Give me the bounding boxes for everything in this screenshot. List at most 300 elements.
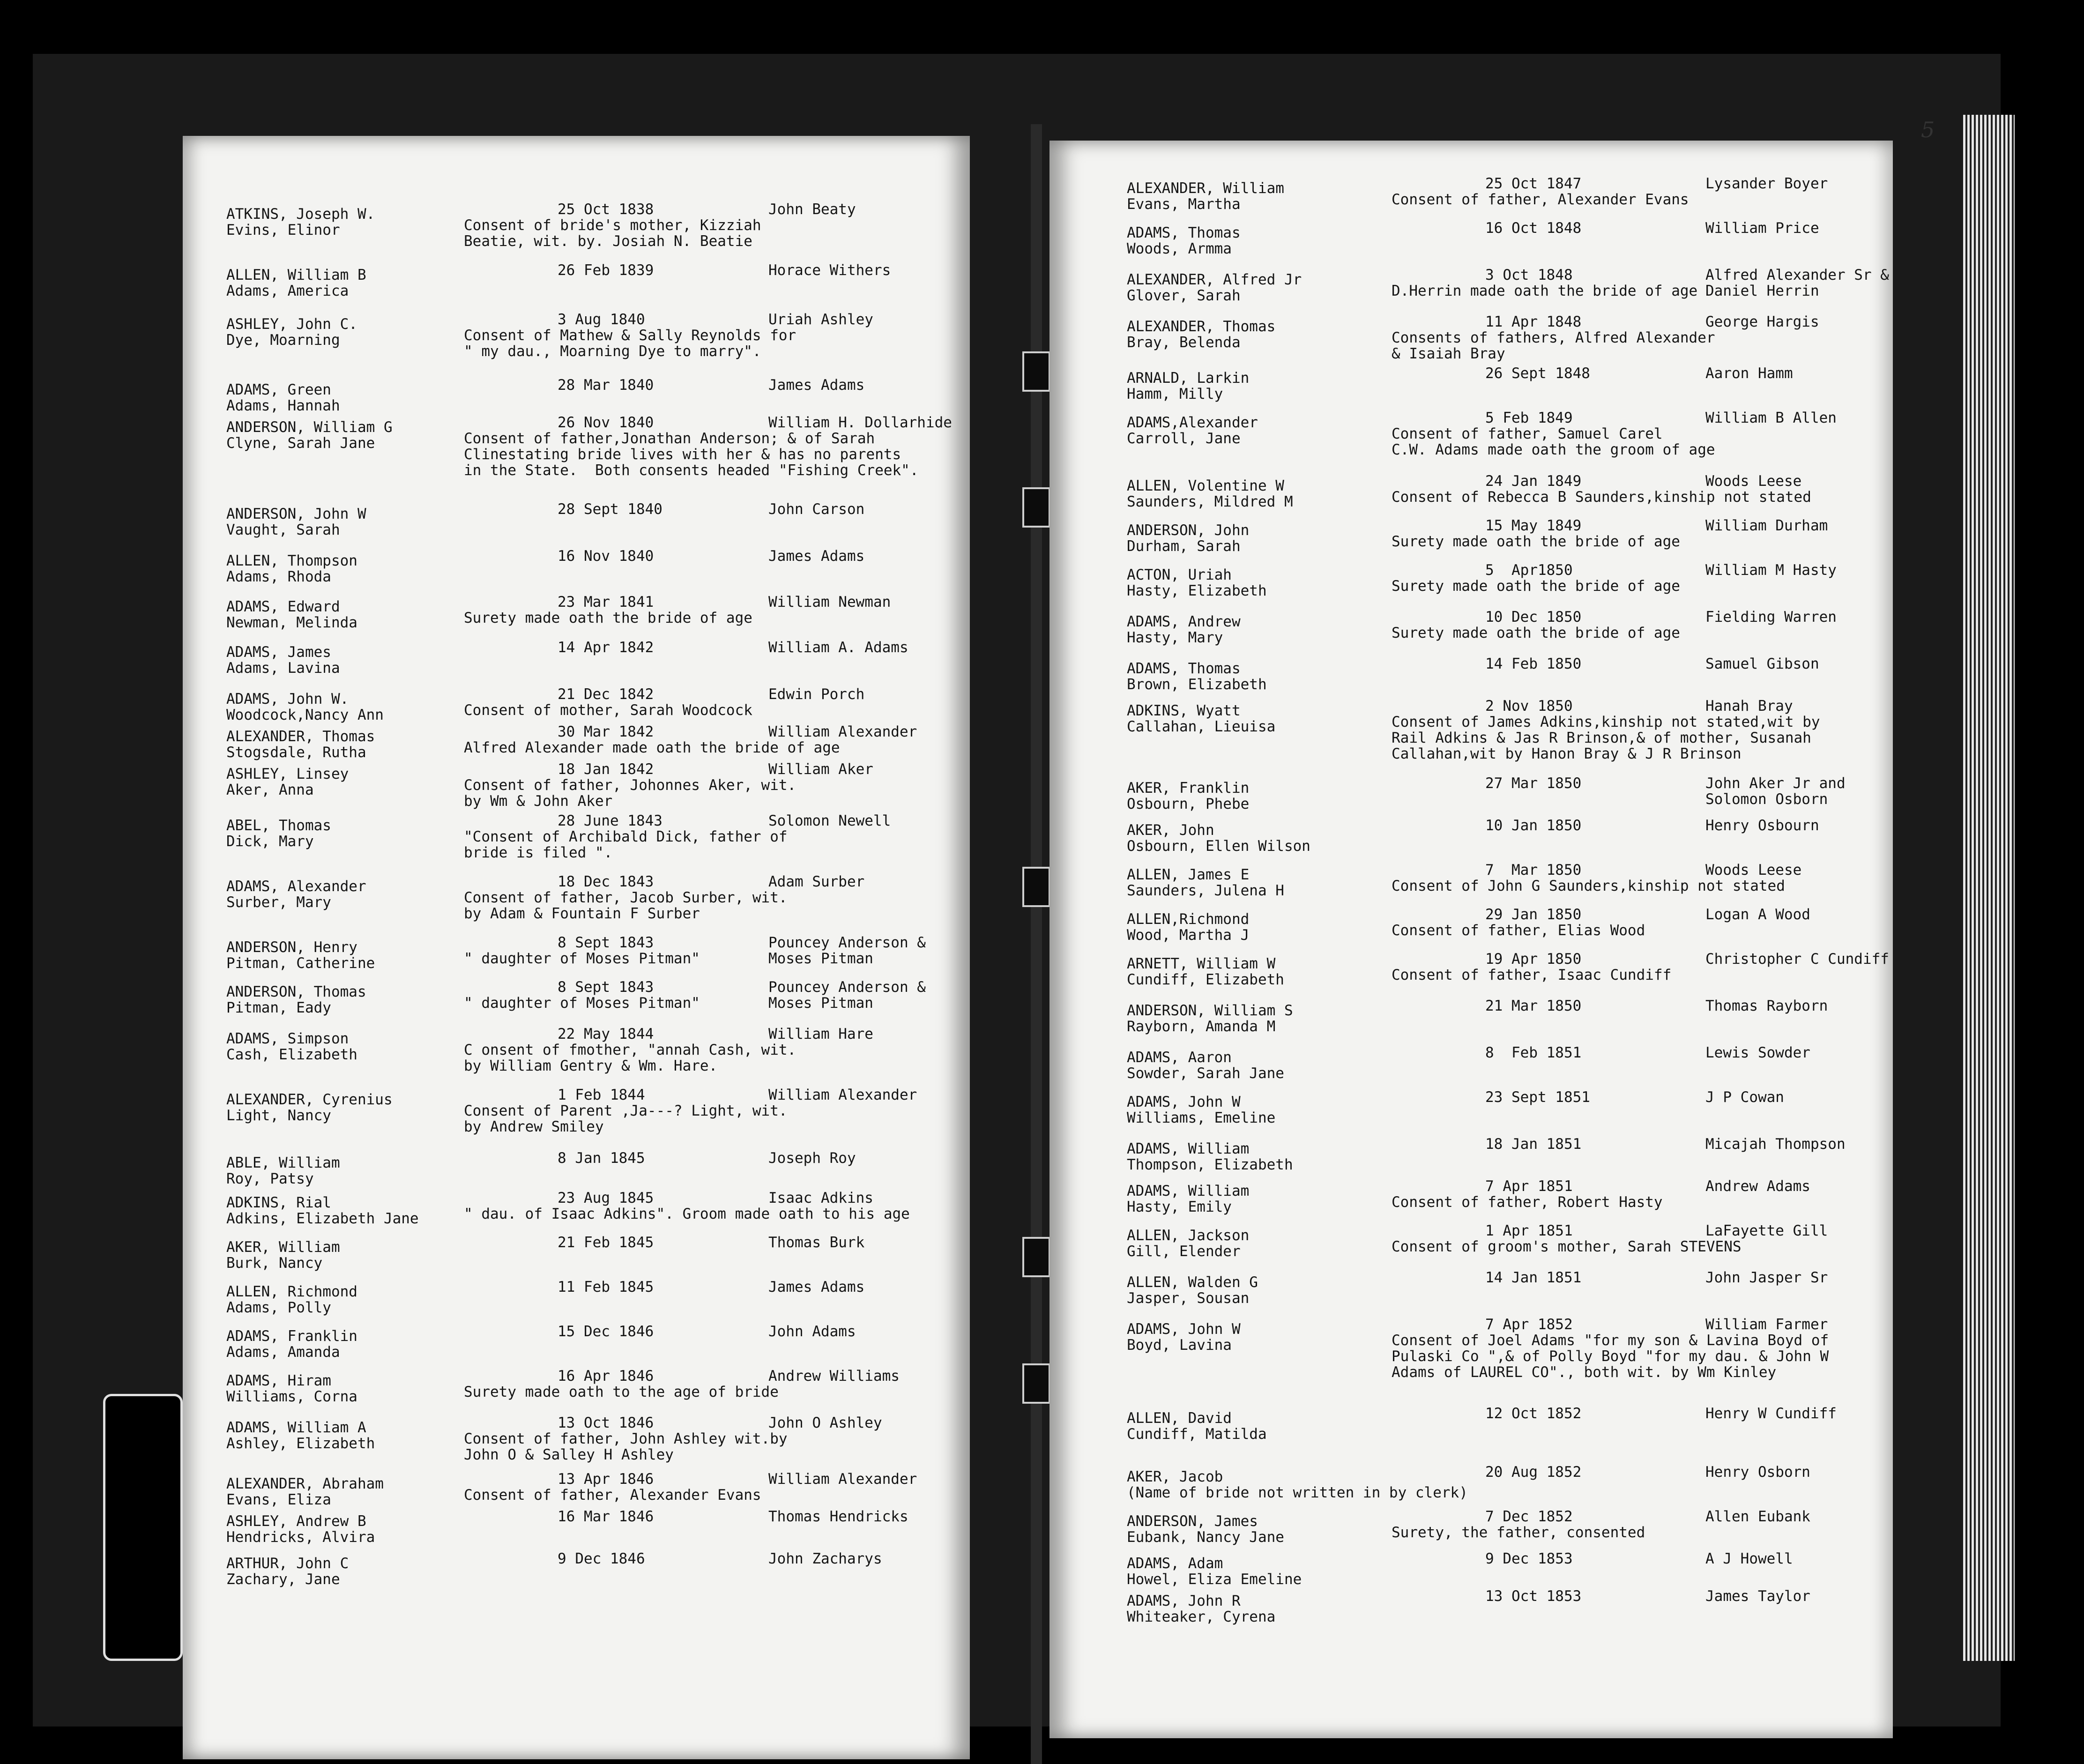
bride-name: Surber, Mary xyxy=(226,894,331,911)
record-details xyxy=(1392,775,1581,791)
bride-name: Adams, Hannah xyxy=(226,397,340,414)
record-details xyxy=(464,1324,654,1340)
groom-name: ADKINS, Rial xyxy=(226,1194,331,1211)
open-book xyxy=(33,54,2001,1727)
bride-name: Hasty, Mary xyxy=(1127,629,1223,646)
surety-name xyxy=(1705,1509,1810,1525)
surety-line: Lewis Sowder xyxy=(1705,1044,1810,1061)
right-page xyxy=(1049,141,1893,1738)
surety-line: John Beaty xyxy=(768,201,856,218)
surety-line: William Alexander xyxy=(768,1087,917,1103)
surety-name xyxy=(768,724,917,740)
groom-name: ADAMS, John R xyxy=(1127,1593,1241,1609)
groom-name: AKER, John xyxy=(1127,822,1214,839)
groom-name: ADAMS, Thomas xyxy=(1127,224,1241,241)
bride-name: Hendricks, Alvira xyxy=(226,1529,375,1546)
surety-line: Samuel Gibson xyxy=(1705,655,1819,672)
consent-note: Surety, the father, consented xyxy=(1392,1524,1645,1541)
marriage-date: 19 Apr 1850 xyxy=(1485,951,1582,968)
bride-name: Brown, Elizabeth xyxy=(1127,676,1267,693)
bride-name: Clyne, Sarah Jane xyxy=(226,435,375,452)
record-details xyxy=(464,312,796,359)
marriage-date: 14 Feb 1850 xyxy=(1485,655,1582,672)
surety-line: Andrew Williams xyxy=(768,1368,900,1384)
marriage-date: 18 Dec 1843 xyxy=(558,873,654,890)
bride-name: Rayborn, Amanda M xyxy=(1127,1018,1276,1035)
marriage-date: 21 Mar 1850 xyxy=(1485,997,1582,1014)
marriage-date: 23 Mar 1841 xyxy=(558,594,654,610)
consent-note: Consent of father, Jacob Surber, wit. xyxy=(464,889,788,906)
groom-name: ASHLEY, Andrew B xyxy=(226,1513,366,1530)
groom-name: ALLEN, David xyxy=(1127,1410,1232,1427)
surety-name xyxy=(1705,862,1801,878)
marriage-date: 8 Jan 1845 xyxy=(558,1150,645,1167)
groom-name: AKER, Franklin xyxy=(1127,780,1250,796)
consent-note: Adams of LAUREL CO"., both wit. by Wm Kinley xyxy=(1392,1364,1777,1381)
surety-line: Logan A Wood xyxy=(1705,906,1810,923)
surety-name xyxy=(768,1279,864,1295)
groom-name: ADKINS, Wyatt xyxy=(1127,702,1241,719)
surety-name xyxy=(1705,1588,1810,1604)
consent-note: Surety made oath the bride of age xyxy=(1392,533,1680,550)
record-details xyxy=(464,874,788,922)
surety-name xyxy=(768,813,891,829)
surety-line: Woods Leese xyxy=(1705,862,1802,878)
record-details xyxy=(464,1551,645,1567)
groom-name: ANDERSON, James xyxy=(1127,1513,1258,1530)
groom-name: ANDERSON, Thomas xyxy=(226,983,366,1000)
surety-line: Solomon Osborn xyxy=(1705,791,1828,808)
groom-name: ADAMS, Green xyxy=(226,381,331,398)
binding-clip xyxy=(1022,487,1050,528)
record-details xyxy=(464,1509,654,1525)
bride-name: Saunders, Mildred M xyxy=(1127,493,1293,510)
bride-name: Zachary, Jane xyxy=(226,1571,340,1588)
record-details xyxy=(1392,220,1581,236)
bride-name: Woodcock,Nancy Ann xyxy=(226,707,384,723)
surety-line: Alfred Alexander Sr & xyxy=(1705,267,1889,283)
groom-name: ADAMS, Aaron xyxy=(1127,1049,1232,1066)
surety-name xyxy=(1705,1223,1828,1239)
marriage-date: 28 June 1843 xyxy=(558,812,662,829)
surety-line: William Alexander xyxy=(768,723,917,740)
marriage-date: 9 Dec 1846 xyxy=(558,1550,645,1567)
surety-name xyxy=(768,979,926,1011)
marriage-date: 8 Sept 1843 xyxy=(558,934,654,951)
surety-line: Uriah Ashley xyxy=(768,311,873,328)
marriage-date: 28 Sept 1840 xyxy=(558,501,662,518)
groom-name: ADAMS, Thomas xyxy=(1127,660,1241,677)
surety-name xyxy=(1705,998,1828,1014)
record-details xyxy=(1392,1223,1742,1255)
consent-note: Surety made oath the bride of age xyxy=(1392,578,1680,595)
bride-name: Glover, Sarah xyxy=(1127,287,1241,304)
groom-name: ACTON, Uriah xyxy=(1127,566,1232,583)
groom-name: ADAMS, Alexander xyxy=(226,878,366,895)
surety-name xyxy=(1705,907,1810,923)
groom-name: ALEXANDER, Alfred Jr xyxy=(1127,271,1302,288)
page-edges xyxy=(1963,115,2015,1661)
bride-name: Hamm, Milly xyxy=(1127,386,1223,402)
record-details xyxy=(464,1471,761,1503)
surety-name xyxy=(1705,267,1889,299)
surety-name xyxy=(1705,365,1793,381)
marriage-date: 22 May 1844 xyxy=(558,1026,654,1042)
marriage-date: 11 Apr 1848 xyxy=(1485,313,1582,330)
record-details xyxy=(1392,267,1697,299)
bride-name: Bray, Belenda xyxy=(1127,334,1241,351)
marriage-date: 26 Feb 1839 xyxy=(558,262,654,279)
bride-name: Sowder, Sarah Jane xyxy=(1127,1065,1284,1082)
bride-name: Vaught, Sarah xyxy=(226,521,340,538)
consent-note: Consent of father, Alexander Evans xyxy=(464,1487,761,1503)
surety-line: James Adams xyxy=(768,1279,865,1295)
consent-note: " daughter of Moses Pitman" xyxy=(464,995,700,1012)
bride-name: Osbourn, Phebe xyxy=(1127,796,1250,812)
surety-name xyxy=(768,1415,882,1431)
marriage-date: 13 Oct 1853 xyxy=(1485,1588,1582,1605)
surety-line: Thomas Burk xyxy=(768,1234,865,1251)
surety-line: Thomas Rayborn xyxy=(1705,997,1828,1014)
bride-name: Durham, Sarah xyxy=(1127,538,1241,555)
marriage-date: 21 Dec 1842 xyxy=(558,686,654,703)
surety-line: John Jasper Sr xyxy=(1705,1269,1828,1286)
surety-line: Andrew Adams xyxy=(1705,1178,1810,1195)
marriage-date: 5 Apr1850 xyxy=(1485,562,1573,579)
groom-name: ANDERSON, William S xyxy=(1127,1002,1293,1019)
consent-note: Consent of mother, Sarah Woodcock xyxy=(464,702,752,719)
bride-name: Light, Nancy xyxy=(226,1107,331,1124)
surety-name xyxy=(768,1368,900,1384)
surety-name xyxy=(1705,562,1837,578)
record-details xyxy=(1392,1406,1581,1422)
bride-name: Dye, Moarning xyxy=(226,332,340,349)
consent-note: " dau. of Isaac Adkins". Groom made oath to his age xyxy=(464,1206,910,1222)
groom-name: ADAMS,Alexander xyxy=(1127,414,1258,431)
record-details xyxy=(464,377,654,393)
binding-clip xyxy=(1022,351,1050,392)
groom-name: ADAMS, Franklin xyxy=(226,1328,357,1345)
consent-note: Surety made oath the bride of age xyxy=(464,610,752,626)
consent-note: Consent of groom's mother, Sarah STEVENS xyxy=(1392,1238,1742,1255)
surety-line: Henry Osbourn xyxy=(1705,817,1819,834)
bride-name: Ashley, Elizabeth xyxy=(226,1435,375,1452)
marriage-date: 26 Sept 1848 xyxy=(1485,365,1590,382)
record-details xyxy=(1392,562,1680,594)
consent-note: Consent of James Adkins,kinship not stated,wit by xyxy=(1392,714,1820,730)
surety-line: Aaron Hamm xyxy=(1705,365,1793,382)
bride-name: Stogsdale, Rutha xyxy=(226,744,366,761)
surety-name xyxy=(768,1324,856,1340)
groom-name: ADAMS, Adam xyxy=(1127,1555,1223,1572)
record-details xyxy=(464,201,761,249)
left-page xyxy=(183,136,970,1759)
bride-name: Carroll, Jane xyxy=(1127,430,1241,447)
groom-name: ALEXANDER, Cyrenius xyxy=(226,1091,393,1108)
surety-line: Micajah Thompson xyxy=(1705,1136,1846,1153)
groom-name: ADAMS, William A xyxy=(226,1419,366,1436)
marriage-date: 7 Dec 1852 xyxy=(1485,1508,1573,1525)
record-details xyxy=(1392,410,1715,458)
binding-clip xyxy=(1022,1237,1050,1277)
record-details xyxy=(1392,1178,1663,1210)
marriage-date: 13 Apr 1846 xyxy=(558,1471,654,1488)
marriage-date: 7 Apr 1851 xyxy=(1485,1178,1573,1195)
groom-name: ASHLEY, Linsey xyxy=(226,766,349,782)
surety-line: Pouncey Anderson & xyxy=(768,934,926,951)
surety-line: Moses Pitman xyxy=(768,995,873,1012)
bride-name: (Name of bride not written in by clerk) xyxy=(1127,1484,1468,1501)
consent-note: Consents of fathers, Alfred Alexander xyxy=(1392,329,1715,346)
groom-name: ANDERSON, John xyxy=(1127,522,1250,539)
surety-name xyxy=(768,594,891,610)
groom-name: ARNALD, Larkin xyxy=(1127,370,1250,387)
marriage-date: 8 Feb 1851 xyxy=(1485,1044,1582,1061)
consent-note: Pulaski Co ",& of Polly Boyd "for my dau. & John W xyxy=(1392,1348,1829,1365)
consent-note: Rail Adkins & Jas R Brinson,& of mother, Susanah xyxy=(1392,729,1811,746)
surety-line: Henry Osborn xyxy=(1705,1464,1810,1481)
bride-name: Newman, Melinda xyxy=(226,614,357,631)
surety-line: Fielding Warren xyxy=(1705,609,1837,625)
marriage-date: 25 Oct 1838 xyxy=(558,201,654,218)
groom-name: ALEXANDER, Abraham xyxy=(226,1475,384,1492)
marriage-date: 25 Oct 1847 xyxy=(1485,175,1582,192)
groom-name: ALLEN, Thompson xyxy=(226,552,357,569)
surety-name xyxy=(1705,698,1793,714)
record-details xyxy=(464,813,788,861)
bride-name: Boyd, Lavina xyxy=(1127,1337,1232,1354)
surety-name xyxy=(1705,1136,1846,1152)
bride-name: Adams, America xyxy=(226,283,349,299)
marriage-date: 29 Jan 1850 xyxy=(1485,906,1582,923)
surety-name xyxy=(1705,1089,1784,1105)
marriage-date: 10 Jan 1850 xyxy=(1485,817,1582,834)
groom-name: ATKINS, Joseph W. xyxy=(226,206,375,223)
surety-name xyxy=(1705,1270,1828,1286)
surety-name xyxy=(1705,609,1837,625)
surety-line: Lysander Boyer xyxy=(1705,175,1828,192)
marriage-date: 1 Feb 1844 xyxy=(558,1087,645,1103)
consent-note: Consent of father, Robert Hasty xyxy=(1392,1194,1663,1211)
consent-note: by Andrew Smiley xyxy=(464,1118,604,1135)
consent-note: John O & Salley H Ashley xyxy=(464,1446,674,1463)
groom-name: ALEXANDER, Thomas xyxy=(1127,318,1276,335)
bride-name: Hasty, Elizabeth xyxy=(1127,582,1267,599)
surety-name xyxy=(768,1150,856,1166)
record-details xyxy=(464,594,752,626)
marriage-date: 16 Mar 1846 xyxy=(558,1508,654,1525)
surety-line: William Aker xyxy=(768,761,873,778)
consent-note: " daughter of Moses Pitman" xyxy=(464,950,700,967)
groom-name: ADAMS, John W xyxy=(1127,1094,1241,1110)
consent-note: bride is filed ". xyxy=(464,844,613,861)
surety-line: Isaac Adkins xyxy=(768,1190,873,1206)
consent-note: C.W. Adams made oath the groom of age xyxy=(1392,441,1715,458)
surety-name xyxy=(768,1087,917,1103)
record-details xyxy=(1392,1270,1581,1286)
marriage-date: 24 Jan 1849 xyxy=(1485,473,1582,490)
consent-note: Consent of John G Saunders,kinship not stated xyxy=(1392,878,1785,894)
consent-note: by William Gentry & Wm. Hare. xyxy=(464,1057,718,1074)
bride-name: Burk, Nancy xyxy=(226,1255,323,1272)
surety-line: James Adams xyxy=(768,377,865,394)
record-details xyxy=(1392,1509,1645,1541)
bride-name: Eubank, Nancy Jane xyxy=(1127,1529,1284,1546)
surety-line: Solomon Newell xyxy=(768,812,891,829)
record-details xyxy=(464,761,796,809)
page-tab xyxy=(103,1394,183,1661)
marriage-date: 30 Mar 1842 xyxy=(558,723,654,740)
surety-line: Moses Pitman xyxy=(768,950,873,967)
surety-line: Hanah Bray xyxy=(1705,698,1793,715)
surety-line: William A. Adams xyxy=(768,639,908,656)
bride-name: Pitman, Eady xyxy=(226,999,331,1016)
record-details xyxy=(1392,1588,1581,1604)
surety-line: Christopher C Cundiff xyxy=(1705,951,1889,968)
record-details xyxy=(1392,609,1680,641)
marriage-date: 14 Apr 1842 xyxy=(558,639,654,656)
consent-note: Consent of father, Isaac Cundiff xyxy=(1392,967,1672,983)
surety-name xyxy=(768,377,864,393)
bride-name: Evans, Eliza xyxy=(226,1491,331,1508)
surety-line: John Carson xyxy=(768,501,865,518)
surety-line: A J Howell xyxy=(1705,1550,1793,1567)
groom-name: ADAMS, John W xyxy=(1127,1321,1241,1338)
surety-line: Pouncey Anderson & xyxy=(768,979,926,996)
bride-name: Adkins, Elizabeth Jane xyxy=(226,1210,419,1227)
marriage-date: 7 Apr 1852 xyxy=(1485,1316,1573,1333)
marriage-date: 10 Dec 1850 xyxy=(1485,609,1582,625)
marriage-date: 2 Nov 1850 xyxy=(1485,698,1573,715)
groom-name: ALLEN, Richmond xyxy=(226,1283,357,1300)
marriage-date: 15 May 1849 xyxy=(1485,517,1582,534)
record-details xyxy=(464,935,700,967)
surety-name xyxy=(768,1235,864,1250)
marriage-date: 16 Oct 1848 xyxy=(1485,220,1582,237)
surety-name xyxy=(768,761,873,777)
record-details xyxy=(464,262,654,278)
consent-note: Consent of father,Jonathan Anderson; & of Sarah xyxy=(464,430,875,447)
bride-name: Cundiff, Matilda xyxy=(1127,1426,1267,1443)
record-details xyxy=(1392,365,1590,381)
bride-name: Williams, Corna xyxy=(226,1388,357,1405)
consent-note: " my dau., Moarning Dye to marry". xyxy=(464,343,761,360)
surety-name xyxy=(1705,1464,1810,1480)
surety-line: William B Allen xyxy=(1705,409,1837,426)
marriage-date: 3 Oct 1848 xyxy=(1485,267,1573,283)
record-details xyxy=(464,686,752,718)
surety-name xyxy=(1705,656,1819,672)
record-details xyxy=(464,640,654,655)
bride-name: Howel, Eliza Emeline xyxy=(1127,1571,1302,1588)
marriage-date: 18 Jan 1851 xyxy=(1485,1136,1582,1153)
bride-name: Whiteaker, Cyrena xyxy=(1127,1608,1276,1625)
surety-name xyxy=(768,262,891,278)
surety-name xyxy=(1705,314,1819,330)
groom-name: ADAMS, Andrew xyxy=(1127,613,1241,630)
surety-name xyxy=(1705,1551,1793,1567)
consent-note: Consent of Joel Adams "for my son & Lavina Boyd of xyxy=(1392,1332,1829,1349)
groom-name: ALLEN, James E xyxy=(1127,866,1250,883)
record-details xyxy=(1392,518,1680,550)
record-details xyxy=(1392,818,1581,834)
marriage-date: 21 Feb 1845 xyxy=(558,1234,654,1251)
record-details xyxy=(1392,1464,1581,1480)
consent-note: & Isaiah Bray xyxy=(1392,345,1505,362)
consent-note: by Wm & John Aker xyxy=(464,793,613,810)
bride-name: Evins, Elinor xyxy=(226,222,340,238)
marriage-date: 8 Sept 1843 xyxy=(558,979,654,996)
bride-name: Thompson, Elizabeth xyxy=(1127,1156,1293,1173)
record-details xyxy=(464,1368,779,1400)
marriage-date: 23 Sept 1851 xyxy=(1485,1089,1590,1106)
record-details xyxy=(464,501,662,517)
surety-line: Henry W Cundiff xyxy=(1705,1405,1837,1422)
groom-name: ADAMS, William xyxy=(1127,1140,1250,1157)
surety-line: J P Cowan xyxy=(1705,1089,1784,1106)
bride-name: Jasper, Sousan xyxy=(1127,1290,1250,1307)
record-details xyxy=(1392,951,1671,983)
surety-line: William Hare xyxy=(768,1026,873,1042)
record-details xyxy=(1392,1089,1590,1105)
record-details xyxy=(1392,998,1581,1014)
bride-name: Hasty, Emily xyxy=(1127,1198,1232,1215)
consent-note: Clinestating bride lives with her & has no parents xyxy=(464,446,901,463)
marriage-date: 7 Mar 1850 xyxy=(1485,862,1582,878)
groom-name: ANDERSON, John W xyxy=(226,506,366,522)
groom-name: AKER, William xyxy=(226,1239,340,1256)
surety-line: John Adams xyxy=(768,1323,856,1340)
groom-name: ARTHUR, John C xyxy=(226,1555,349,1572)
record-details xyxy=(1392,1045,1581,1061)
surety-name xyxy=(1705,473,1801,489)
surety-line: William H. Dollarhide xyxy=(768,414,952,431)
record-details xyxy=(464,1415,788,1463)
surety-line: William M Hasty xyxy=(1705,562,1837,579)
surety-name xyxy=(768,1471,917,1487)
surety-name xyxy=(768,201,856,217)
consent-note: Alfred Alexander made oath the bride of age xyxy=(464,739,840,756)
binding-clip xyxy=(1022,867,1050,907)
consent-note: Consent of father, John Ashley wit.by xyxy=(464,1430,788,1447)
groom-name: ADAMS, Hiram xyxy=(226,1372,331,1389)
bride-name: Dick, Mary xyxy=(226,833,314,850)
marriage-date: 9 Dec 1853 xyxy=(1485,1550,1573,1567)
surety-line: William Alexander xyxy=(768,1471,917,1488)
surety-line: William Price xyxy=(1705,220,1819,237)
consent-note: by Adam & Fountain F Surber xyxy=(464,905,700,922)
groom-name: ALLEN, Jackson xyxy=(1127,1227,1250,1244)
surety-name xyxy=(768,874,864,890)
consent-note: Consent of bride's mother, Kizziah xyxy=(464,217,761,234)
marriage-date: 3 Aug 1840 xyxy=(558,311,645,328)
bride-name: Gill, Elender xyxy=(1127,1243,1241,1260)
bride-name: Aker, Anna xyxy=(226,782,314,798)
page-number: 5 xyxy=(1921,117,1935,142)
groom-name: ABLE, William xyxy=(226,1154,340,1171)
surety-name xyxy=(768,935,926,967)
record-details xyxy=(464,1235,654,1250)
consent-note: Callahan,wit by Hanon Bray & J R Brinson xyxy=(1392,745,1742,762)
surety-name xyxy=(768,415,952,431)
marriage-date: 14 Jan 1851 xyxy=(1485,1269,1582,1286)
consent-note: Consent of Rebecca B Saunders,kinship not stated xyxy=(1392,489,1811,506)
surety-name xyxy=(1705,1317,1828,1332)
groom-name: ADAMS, John W. xyxy=(226,691,349,707)
surety-line: Thomas Hendricks xyxy=(768,1508,908,1525)
groom-name: ADAMS, William xyxy=(1127,1183,1250,1199)
groom-name: ANDERSON, William G xyxy=(226,419,393,436)
